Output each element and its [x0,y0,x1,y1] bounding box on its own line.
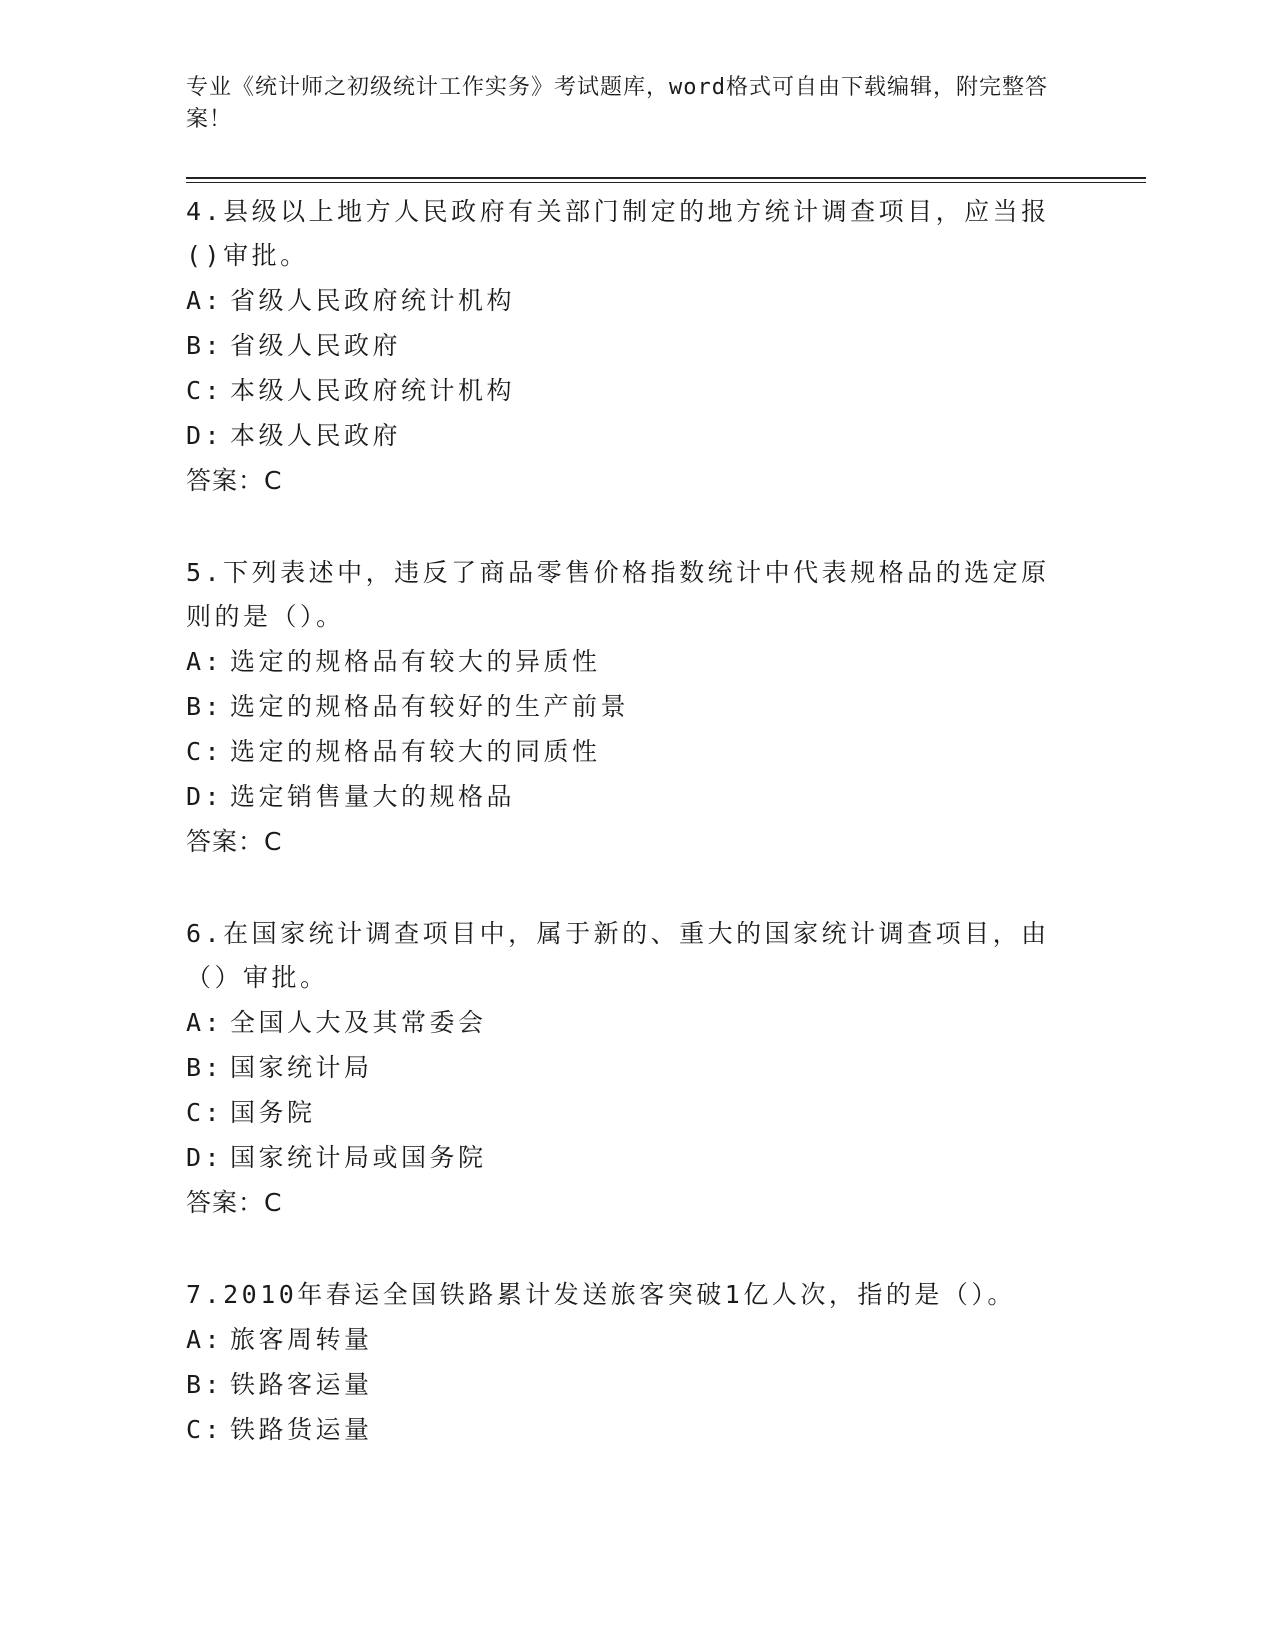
option-key: D: [186,421,224,450]
document-header: 专业《统计师之初级统计工作实务》考试题库，word格式可自由下载编辑，附完整答案！ [186,75,1048,132]
option-key: D: [186,1143,224,1172]
option-a [186,278,1066,323]
question-stem: 5.下列表述中，违反了商品零售价格指数统计中代表规格品的选定原则的是（）。 [186,558,1050,631]
header-divider-thin [186,182,1146,183]
option-a [186,1317,1066,1362]
option-text: 本级人民政府 [230,421,402,450]
option-c [186,368,1066,413]
option-key: B: [186,1370,224,1399]
option-key: C: [186,376,224,405]
option-b [186,1045,1066,1090]
option-text: 铁路货运量 [230,1415,373,1444]
option-text: 选定的规格品有较好的生产前景 [230,692,630,721]
option-b [186,684,1066,729]
option-d [186,774,1066,819]
question-5 [186,549,1066,864]
question-answer: 答案：C [186,1188,283,1217]
option-text: 选定的规格品有较大的同质性 [230,737,601,766]
question-stem: 7.2010年春运全国铁路累计发送旅客突破1亿人次，指的是（）。 [186,1280,1016,1309]
option-text: 选定的规格品有较大的异质性 [230,647,601,676]
question-4 [186,188,1066,503]
question-stem: 4.县级以上地方人民政府有关部门制定的地方统计调查项目，应当报()审批。 [186,197,1050,270]
option-d [186,1135,1066,1180]
question-stem: 6.在国家统计调查项目中，属于新的、重大的国家统计调查项目，由（）审批。 [186,919,1050,992]
option-text: 省级人民政府统计机构 [230,286,516,315]
option-a [186,1000,1066,1045]
option-key: B: [186,1053,224,1082]
question-list [186,188,1066,1496]
question-answer: 答案：C [186,466,283,495]
option-b [186,323,1066,368]
option-text: 国家统计局 [230,1053,373,1082]
option-d [186,413,1066,458]
option-text: 全国人大及其常委会 [230,1008,487,1037]
option-c [186,1407,1066,1452]
option-c [186,1090,1066,1135]
question-6 [186,910,1066,1225]
option-key: B: [186,692,224,721]
option-b [186,1362,1066,1407]
option-text: 本级人民政府统计机构 [230,376,516,405]
option-text: 省级人民政府 [230,331,402,360]
option-text: 国务院 [230,1098,316,1127]
header-divider-thick [186,177,1146,179]
option-key: C: [186,1415,224,1444]
option-key: A: [186,286,224,315]
option-key: A: [186,647,224,676]
option-a [186,639,1066,684]
option-c [186,729,1066,774]
question-answer: 答案：C [186,827,283,856]
option-key: C: [186,1098,224,1127]
option-text: 铁路客运量 [230,1370,373,1399]
option-key: D: [186,782,224,811]
option-key: C: [186,737,224,766]
question-7 [186,1271,1066,1452]
option-key: A: [186,1325,224,1354]
option-key: B: [186,331,224,360]
option-text: 选定销售量大的规格品 [230,782,516,811]
option-text: 国家统计局或国务院 [230,1143,487,1172]
option-text: 旅客周转量 [230,1325,373,1354]
option-key: A: [186,1008,224,1037]
